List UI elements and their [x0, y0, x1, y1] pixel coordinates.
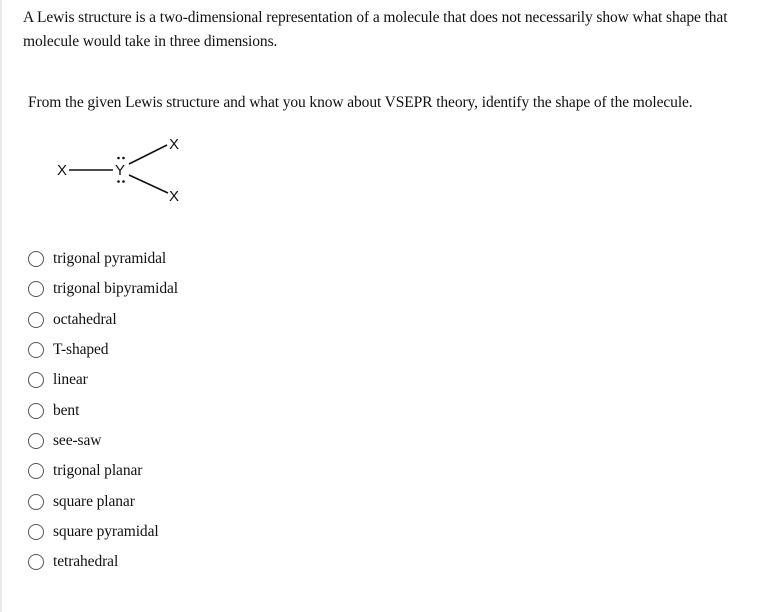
option-trigonal-pyramidal[interactable]	[28, 244, 178, 274]
option-square-planar[interactable]	[28, 486, 178, 516]
atom-central-y: Y	[115, 162, 126, 179]
radio-button[interactable]	[28, 342, 44, 358]
option-t-shaped[interactable]	[28, 335, 178, 365]
lone-pair-dot	[117, 180, 120, 183]
option-label: trigonal pyramidal	[53, 250, 167, 268]
option-label: linear	[53, 371, 88, 389]
radio-button[interactable]	[28, 433, 44, 449]
option-label: T-shaped	[53, 341, 109, 359]
atom-left-x: X	[57, 162, 68, 179]
radio-button[interactable]	[28, 463, 44, 479]
lewis-structure-diagram	[55, 130, 195, 210]
radio-button[interactable]	[28, 312, 44, 328]
answer-options	[28, 244, 178, 577]
left-border	[0, 0, 2, 612]
option-label: square planar	[53, 492, 135, 510]
option-square-pyramidal[interactable]	[28, 517, 178, 547]
option-label: see-saw	[53, 431, 102, 449]
option-label: bent	[53, 401, 80, 419]
option-tetrahedral[interactable]	[28, 547, 178, 577]
atom-upper-x: X	[169, 136, 180, 153]
radio-button[interactable]	[28, 524, 44, 540]
option-bent[interactable]	[28, 395, 178, 425]
radio-button[interactable]	[28, 403, 44, 419]
atom-lower-x: X	[169, 188, 180, 205]
question-text: From the given Lewis structure and what you know about VSEPR theory, identify the shape of the molecule.	[28, 94, 693, 111]
bond-lower	[129, 175, 168, 193]
lone-pair-dot	[122, 157, 125, 160]
option-trigonal-bipyramidal[interactable]	[28, 274, 178, 304]
radio-button[interactable]	[28, 281, 44, 297]
option-label: square pyramidal	[53, 522, 159, 540]
radio-button[interactable]	[28, 372, 44, 388]
option-trigonal-planar[interactable]	[28, 456, 178, 486]
bond-upper	[129, 145, 167, 164]
option-label: trigonal bipyramidal	[53, 280, 178, 298]
radio-button[interactable]	[28, 251, 44, 267]
radio-button[interactable]	[28, 554, 44, 570]
option-label: trigonal planar	[53, 462, 143, 480]
option-linear[interactable]	[28, 365, 178, 395]
option-label: octahedral	[53, 310, 117, 328]
lone-pair-dot	[122, 180, 125, 183]
intro-text: A Lewis structure is a two-dimensional representation of a molecule that does not necessarily show what shape that molecule would take in three dimensions.	[23, 9, 728, 50]
option-octahedral[interactable]	[28, 305, 178, 335]
option-see-saw[interactable]	[28, 426, 178, 456]
radio-button[interactable]	[28, 494, 44, 510]
lone-pair-dot	[117, 157, 120, 160]
option-label: tetrahedral	[53, 553, 119, 571]
